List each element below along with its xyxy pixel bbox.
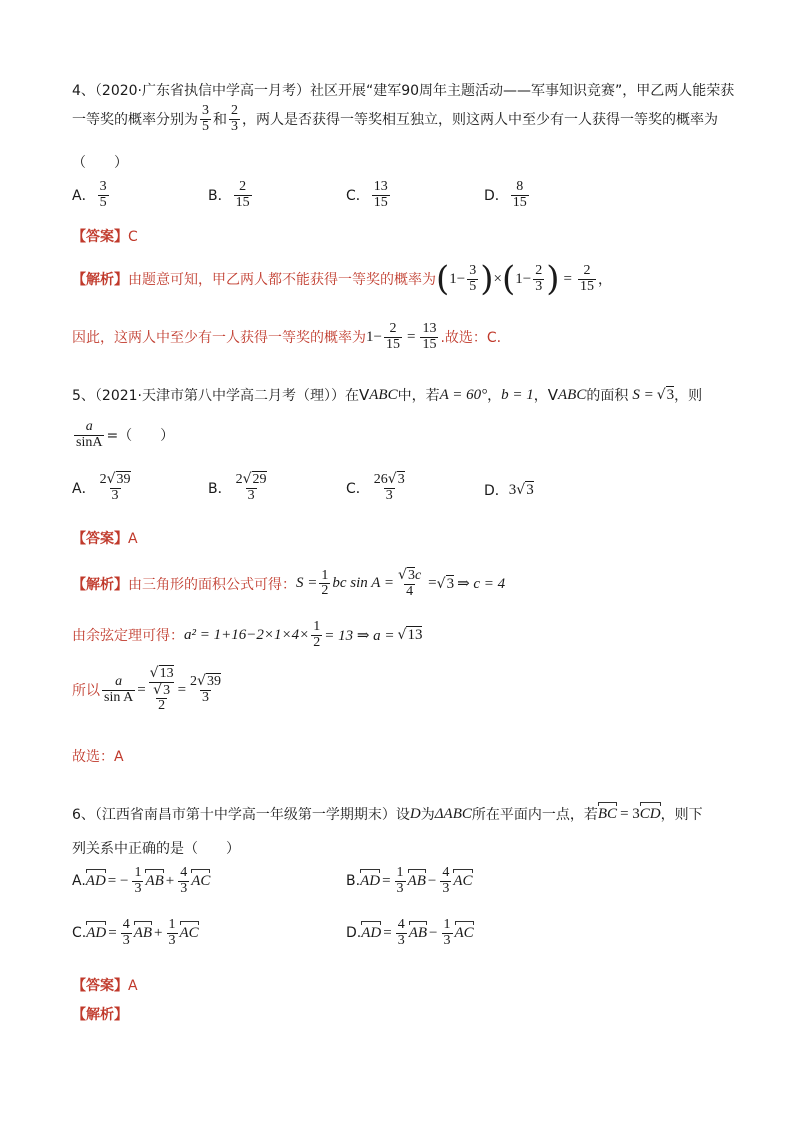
q4-blank: （ ） <box>72 155 128 171</box>
q5-stem-line2: $\frac{a}{\sin A}$ =（ ） <box>76 419 175 450</box>
q4-option-a: A． $\frac{3}{5}$ <box>72 179 107 210</box>
q4-stem-line2 <box>72 104 718 134</box>
q5-analysis-line3: 所以 $\frac{a}{\text{sin A}}$ = $\frac{√13}{\frac{√3}{2}}$ = $\frac{2√39}{3}$ <box>72 665 221 714</box>
q4-stem-text-b: ，两人是否获得一等奖相互独立，则这两人中至少有一人获得一等奖的概率为 <box>242 112 718 129</box>
q5-answer: 【答案】A <box>72 531 138 547</box>
q6-stem-line2: 列关系中正确的是（ ） <box>72 841 240 857</box>
q5-analysis-line2: 由余弦定理可得： a² = 1+16−2×1×4× $\frac{1}{2}$ = 13 ⇒ a = √ 13 <box>72 619 423 650</box>
q4-option-d: D． $\frac{8}{15}$ <box>484 179 527 210</box>
q6-option-c: C. AD = $\frac{4}{3}$ AB + $\frac{1}{3}$ AC <box>72 917 199 948</box>
q5-option-c: C． $\frac{26√3}{3}$ <box>346 471 405 503</box>
q4-stem-line1: 4、（2020·广东省执信中学高一月考）社区开展“建军90周年主题活动——军事知识竞赛”，甲乙两人能荣获 <box>72 83 735 99</box>
q4-frac-2-3: $\frac{2}{3}$ <box>231 103 238 134</box>
q6-stem-line1: 6、（江西省南昌市第十中学高一年级第一学期期末）设 D 为 ΔABC 所在平面内一点，若 BC = 3 CD ，则下 <box>72 805 703 823</box>
q5-done: 故选：A <box>72 749 124 765</box>
q4-stem-text-a: 一等奖的概率分别为 <box>72 112 198 129</box>
q5-option-d: D． 3 √ 3 <box>484 481 534 499</box>
q4-option-b: B． $\frac{2}{15}$ <box>208 179 250 210</box>
q6-option-b: B. AD = $\frac{1}{3}$ AB − $\frac{4}{3}$ AC <box>346 865 473 896</box>
q4-frac-3-5: $\frac{3}{5}$ <box>202 103 209 134</box>
q4-analysis-line1: 【解析】 由题意可知，甲乙两人都不能获得一等奖的概率为 ( 1 − $\frac{3}{5}$ ) × ( 1 − $\frac{2}{3}$ ) = $\frac{2}{15}$ ， <box>72 259 612 299</box>
q5-option-b: B． $\frac{2√29}{3}$ <box>208 471 267 503</box>
q4-option-c: C． $\frac{13}{15}$ <box>346 179 388 210</box>
triangle-symbol: V <box>359 386 370 404</box>
q4-and: 和 <box>213 112 227 129</box>
q5-analysis-line1: 【解析】 由三角形的面积公式可得： S = $\frac{1}{2}$ bc sin A = $\frac{√3c}{4}$ = √ 3 ⇒ c = 4 <box>72 567 506 599</box>
q4-analysis-line2: 因此，这两人中至少有一人获得一等奖的概率为 1 − $\frac{2}{15}$ = $\frac{13}{15}$ .故选：C. <box>72 321 502 352</box>
q5-option-a: A． $\frac{2√39}{3}$ <box>72 471 131 503</box>
q6-option-a: A. AD = − $\frac{1}{3}$ AB + $\frac{4}{3}$ AC <box>72 865 211 896</box>
q6-option-d: D. AD = $\frac{4}{3}$ AB − $\frac{1}{3}$ AC <box>346 917 474 948</box>
q6-analysis: 【解析】 <box>72 1007 128 1023</box>
q6-answer: 【答案】A <box>72 978 138 994</box>
q5-stem-line1: 5、（2021·天津市第八中学高二月考（理））在 V ABC 中，若 A = 60° ， b = 1 ， V ABC 的面积 S = √ 3 ，则 <box>72 386 703 404</box>
q4-answer: 【答案】C <box>72 229 138 245</box>
